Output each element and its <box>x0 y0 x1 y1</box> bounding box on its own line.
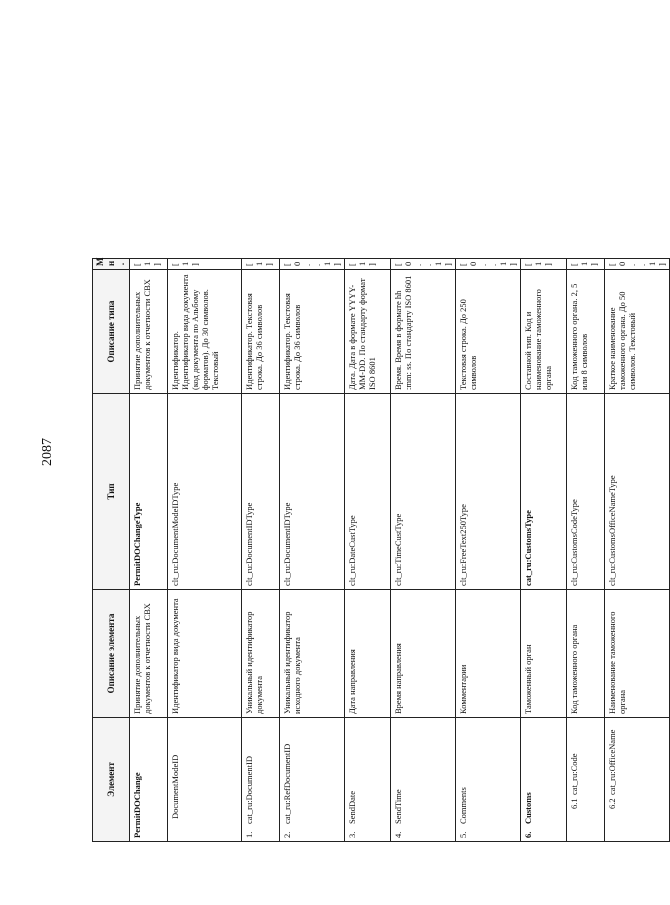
cell-description: Уникальный идентификатор документа <box>241 590 279 718</box>
cell-element: 3.SendDate <box>344 718 390 842</box>
header-type: Тип <box>93 394 130 590</box>
cell-type-description: Принятие дополнительных документов к отчетности СВХ <box>129 270 167 394</box>
table-row <box>344 65 390 842</box>
row-number: 6. <box>523 831 534 838</box>
cell-multiplicity: [1] <box>241 259 279 270</box>
header-element-description: Описание элемента <box>93 590 130 718</box>
cell-description: Дата направления <box>344 590 390 718</box>
cell-type-description: Идентификатор. Текстовая строка. До 36 символов <box>279 270 344 394</box>
cell-multiplicity: [1] <box>129 259 167 270</box>
cell-type: clt_ru:TimeCustType <box>390 394 455 590</box>
cell-type: clt_ru:CustomsOfficeNameType <box>605 394 670 590</box>
cell-description: Комментарии <box>456 590 521 718</box>
header-multiplicity: Мн. <box>93 259 130 270</box>
cell-type: clt_ru:CustomsCodeType <box>567 394 605 590</box>
cell-multiplicity: [1] <box>567 259 605 270</box>
row-number: 4. <box>392 831 403 838</box>
table-row <box>521 65 567 842</box>
cell-description: Принятие дополнительных документов к отчетности СВХ <box>129 590 167 718</box>
cell-type: cat_ru:CustomsType <box>521 394 567 590</box>
table-header-row <box>93 65 130 842</box>
cell-multiplicity: [0..1] <box>390 259 455 270</box>
cell-type-description: Код таможенного органа. 2, 5 или 8 символов <box>567 270 605 394</box>
page-number: 2087 <box>40 438 55 466</box>
cell-description: Идентификатор вида документа <box>167 590 241 718</box>
row-number: 1. <box>243 831 254 838</box>
cell-element: 5.Comments <box>456 718 521 842</box>
cell-element: 4.SendTime <box>390 718 455 842</box>
cell-multiplicity: [1] <box>167 259 241 270</box>
rotated-table-area <box>92 64 668 842</box>
cell-type-description: Дата. Дата в формате YYYY-MM-DD. По стандарту формат ISO 8601 <box>344 270 390 394</box>
cell-description: Код таможенного органа <box>567 590 605 718</box>
row-number: 5. <box>458 831 469 838</box>
cell-type: clt_ru:FreeText250Type <box>456 394 521 590</box>
cell-description: Время направления <box>390 590 455 718</box>
cell-description: Наименование таможенного органа <box>605 590 670 718</box>
table-row <box>241 65 279 842</box>
cell-type: clt_ru:DateCustType <box>344 394 390 590</box>
cell-multiplicity: [0..1] <box>456 259 521 270</box>
cell-element: DocumentModeID <box>167 718 241 842</box>
element-table <box>92 64 670 842</box>
cell-type-description: Идентификатор. Идентификатор вида документа (код документа по Альбому форматов). До 30 символов. Текстовый <box>167 270 241 394</box>
table-row <box>456 65 521 842</box>
row-number: 3. <box>346 831 357 838</box>
cell-element: 2.cat_ru:RefDocumentID <box>279 718 344 842</box>
table-row <box>129 65 167 842</box>
cell-element: 6.Customs <box>521 718 567 842</box>
row-number: 2. <box>281 831 292 838</box>
table-row <box>279 65 344 842</box>
cell-multiplicity: [1] <box>344 259 390 270</box>
table-row <box>167 65 241 842</box>
cell-description: Таможенный орган <box>521 590 567 718</box>
cell-multiplicity: [0..1] <box>279 259 344 270</box>
table-row <box>567 65 605 842</box>
table-row <box>390 65 455 842</box>
cell-type: PermitDOChangeType <box>129 394 167 590</box>
table-row <box>605 65 670 842</box>
cell-type-description: Текстовая строка. До 250 символов <box>456 270 521 394</box>
cell-type: clt_ru:DocumentIDType <box>241 394 279 590</box>
cell-type-description: Краткое наименование таможенного органа. До 50 символов. Текстовый <box>605 270 670 394</box>
cell-element: 6.1cat_ru:Code <box>567 718 605 842</box>
row-number: 6.1 <box>569 798 580 809</box>
cell-element: 1.cat_ru:DocumentID <box>241 718 279 842</box>
header-element: Элемент <box>93 718 130 842</box>
cell-element: PermitDOChange <box>129 718 167 842</box>
cell-description: Уникальный идентификатор исходного документа <box>279 590 344 718</box>
cell-type-description: Составной тип. Код и наименование таможенного органа <box>521 270 567 394</box>
header-type-description: Описание типа <box>93 270 130 394</box>
cell-type: clt_ru:DocumentIDType <box>279 394 344 590</box>
cell-type: clt_ru:DocumentModeIDType <box>167 394 241 590</box>
cell-type-description: Время. Время в формате hh :mm: ss. По стандарту ISO 8601 <box>390 270 455 394</box>
table-rotation-wrapper <box>92 64 668 842</box>
cell-type-description: Идентификатор. Текстовая строка. До 36 символов <box>241 270 279 394</box>
row-number: 6.2 <box>607 798 618 809</box>
cell-element: 6.2cat_ru:OfficeName <box>605 718 670 842</box>
cell-multiplicity: [0..1] <box>605 259 670 270</box>
cell-multiplicity: [1] <box>521 259 567 270</box>
